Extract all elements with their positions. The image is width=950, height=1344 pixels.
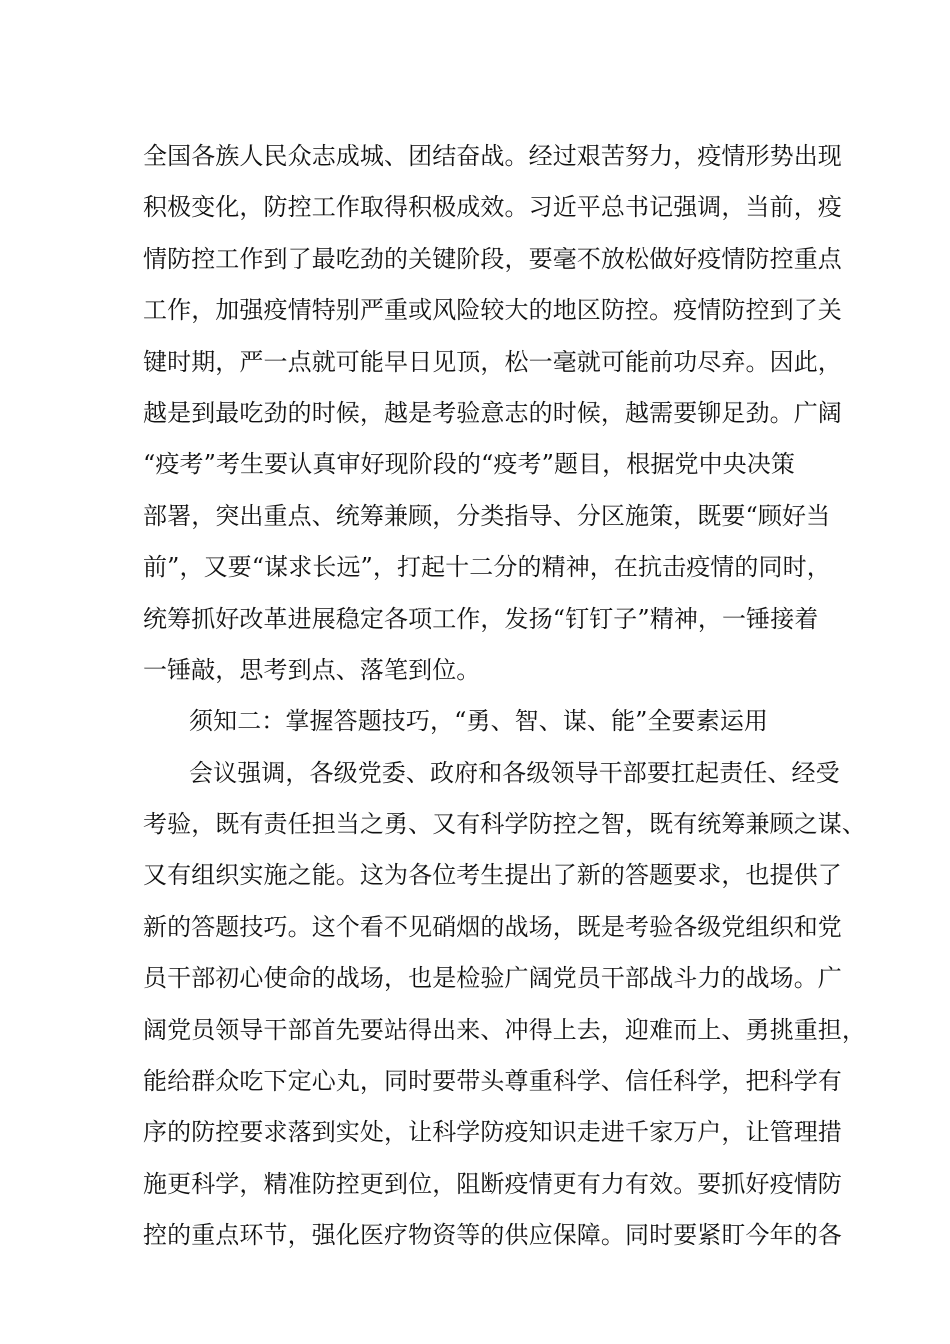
text-line: 统筹抓好改革进展稳定各项工作，发扬“钉钉子”精神，一锤接着 xyxy=(143,604,819,633)
text-line: 工作，加强疫情特别严重或风险较大的地区防控。疫情防控到了关 xyxy=(143,296,842,325)
text-line: 又有组织实施之能。这为各位考生提出了新的答题要求，也提供了 xyxy=(143,861,842,890)
text-line: 能给群众吃下定心丸，同时要带头尊重科学、信任科学，把科学有 xyxy=(143,1067,842,1096)
text-line: 控的重点环节，强化医疗物资等的供应保障。同时要紧盯今年的各 xyxy=(143,1221,842,1250)
text-line: 阔党员领导干部首先要站得出来、冲得上去，迎难而上、勇挑重担， xyxy=(143,1015,866,1044)
text-line: 新的答题技巧。这个看不见硝烟的战场，既是考验各级党组织和党 xyxy=(143,912,842,941)
text-line: 积极变化，防控工作取得积极成效。习近平总书记强调，当前，疫 xyxy=(143,193,842,222)
text-line: “疫考”考生要认真审好现阶段的“疫考”题目，根据党中央决策 xyxy=(143,450,795,479)
text-line: 员干部初心使命的战场，也是检验广阔党员干部战斗力的战场。广 xyxy=(143,964,842,993)
document-body xyxy=(143,131,866,1262)
text-line: 序的防控要求落到实处，让科学防疫知识走进千家万户，让管理措 xyxy=(143,1118,842,1147)
text-line: 前”，又要“谋求长远”，打起十二分的精神，在抗击疫情的同时， xyxy=(143,553,831,582)
text-line: 一锤敲，思考到点、落笔到位。 xyxy=(143,655,481,684)
text-line: 全国各族人民众志成城、团结奋战。经过艰苦努力，疫情形势出现 xyxy=(143,142,842,170)
text-line: 越是到最吃劲的时候，越是考验意志的时候，越需要铆足劲。广阔 xyxy=(143,398,842,427)
text-line: 考验，既有责任担当之勇、又有科学防控之智，既有统筹兼顾之谋、 xyxy=(143,810,866,839)
text-line: 键时期，严一点就可能早日见顶，松一毫就可能前功尽弃。因此， xyxy=(143,347,842,376)
section-heading: 须知二：掌握答题技巧，“勇、智、谋、能”全要素运用 xyxy=(189,707,769,736)
text-line: 部署，突出重点、统筹兼顾，分类指导、分区施策，既要“顾好当 xyxy=(143,501,831,530)
text-line: 施更科学，精准防控更到位，阻断疫情更有力有效。要抓好疫情防 xyxy=(143,1169,842,1198)
paragraph-first-line: 会议强调，各级党委、政府和各级领导干部要扛起责任、经受 xyxy=(189,758,840,787)
text-line: 情防控工作到了最吃劲的关键阶段，要毫不放松做好疫情防控重点 xyxy=(143,244,842,273)
